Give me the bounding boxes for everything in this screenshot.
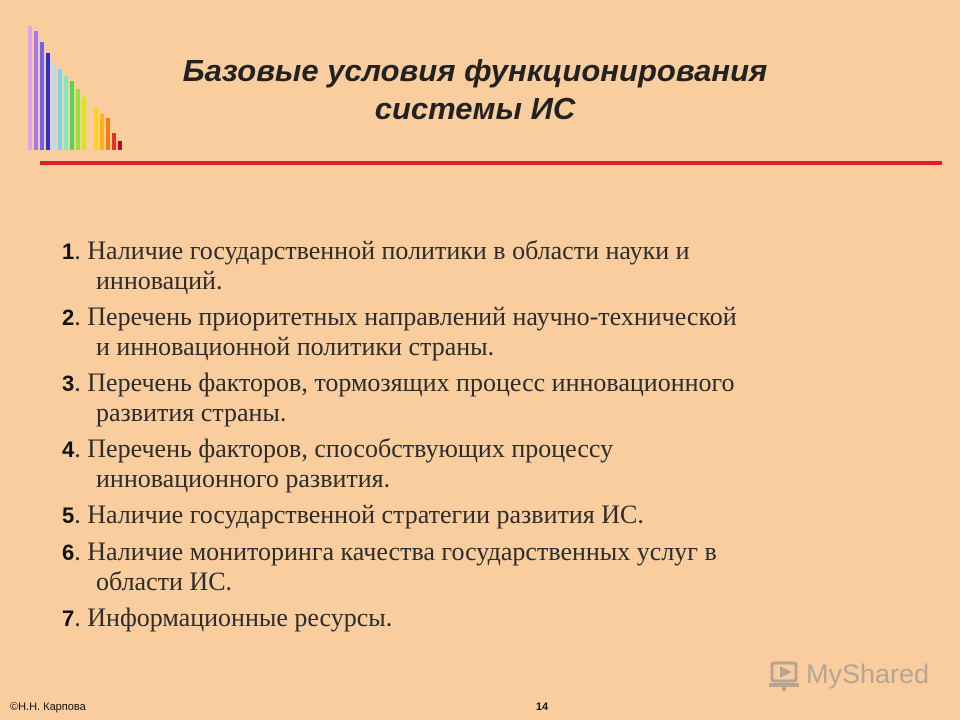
page-number: 14: [535, 701, 549, 713]
condition-item: [62, 236, 912, 295]
title-divider: [40, 161, 942, 165]
condition-item: [62, 603, 912, 633]
footer-author: ©Н.Н. Карпова: [10, 701, 86, 713]
decorative-bar: [28, 26, 32, 150]
decorative-bar: [58, 69, 62, 150]
condition-line: области ИС.: [96, 567, 233, 596]
decorative-bar: [100, 114, 104, 150]
decorative-bar: [46, 53, 50, 150]
condition-line: 5. Наличие государственной стратегии развития ИС.: [62, 500, 644, 529]
myshared-watermark: [768, 658, 928, 692]
item-number: 5: [62, 503, 75, 528]
decorative-bar: [40, 42, 44, 150]
item-number: 2: [62, 305, 75, 330]
decorative-bars: [28, 24, 128, 150]
item-text: Перечень приоритетных направлений научно-технической: [87, 302, 737, 331]
condition-line: 7. Информационные ресурсы.: [62, 603, 393, 632]
condition-item: [62, 302, 912, 361]
condition-item: [62, 434, 912, 493]
item-text: Наличие государственной стратегии развития ИС.: [87, 500, 644, 529]
item-text: Перечень факторов, тормозящих процесс инновационного: [87, 368, 735, 397]
item-number: 7: [62, 606, 75, 631]
condition-line: 1. Наличие государственной политики в области науки и: [62, 236, 690, 265]
condition-line: и инновационной политики страны.: [96, 332, 495, 361]
watermark-text: MyShared: [806, 659, 930, 689]
decorative-bar: [70, 81, 74, 150]
condition-item: [62, 368, 912, 427]
condition-line: 6. Наличие мониторинга качества государственных услуг в: [62, 537, 717, 566]
item-number: 3: [62, 371, 75, 396]
item-text: Наличие государственной политики в области науки и: [87, 236, 690, 265]
item-text: Наличие мониторинга качества государственных услуг в: [87, 537, 717, 566]
decorative-bar: [52, 63, 56, 150]
condition-item: [62, 500, 912, 530]
item-number: 4: [62, 437, 75, 462]
condition-item: [62, 537, 912, 596]
decorative-bar: [82, 97, 86, 150]
conditions-list: [62, 236, 912, 640]
condition-line: 3. Перечень факторов, тормозящих процесс инновационного: [62, 368, 735, 397]
slide-title-line: Базовые условия функционирования: [182, 53, 768, 88]
decorative-bar: [112, 133, 116, 150]
decorative-bar: [64, 76, 68, 150]
condition-line: 2. Перечень приоритетных направлений научно-технической: [62, 302, 737, 331]
item-text: Информационные ресурсы.: [87, 603, 393, 632]
item-number: 6: [62, 540, 75, 565]
condition-line: развития страны.: [96, 398, 287, 427]
condition-line: инноваций.: [96, 266, 223, 295]
condition-line: 4. Перечень факторов, способствующих процессу: [62, 434, 614, 463]
item-number: 1: [62, 239, 75, 264]
decorative-bar: [34, 31, 38, 150]
presentation-icon: [768, 658, 804, 692]
decorative-bar: [118, 141, 122, 150]
decorative-bar: [106, 118, 110, 150]
decorative-bar: [76, 89, 80, 150]
item-text: Перечень факторов, способствующих процессу: [87, 434, 614, 463]
slide-title: [150, 52, 800, 128]
decorative-bar: [94, 107, 98, 150]
slide-title-line: системы ИС: [374, 91, 576, 126]
condition-line: инновационного развития.: [96, 464, 391, 493]
